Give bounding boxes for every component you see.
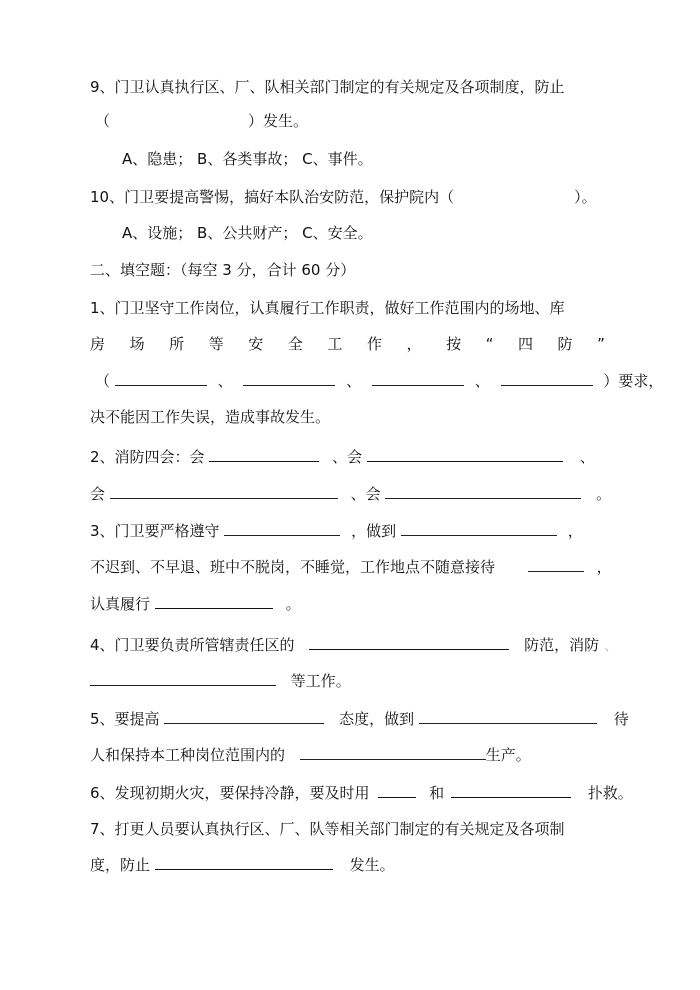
- f5-line1: [90, 708, 629, 730]
- f5-blank-1[interactable]: [164, 709, 324, 724]
- q9-open-paren: （: [95, 112, 111, 130]
- f3-text: ，: [567, 522, 583, 540]
- f2-line2: [90, 483, 611, 505]
- f3-text: 。: [285, 595, 301, 613]
- f1-char: 房: [90, 335, 106, 353]
- f1-char: 等: [208, 335, 224, 353]
- f4-line2: [90, 670, 351, 692]
- f1-close: ）要求，: [603, 372, 664, 390]
- f3-line1: [90, 520, 583, 542]
- f7-line2: [90, 854, 395, 876]
- f2-text: 、: [579, 448, 595, 466]
- f4-text: 等工作。: [290, 672, 351, 690]
- q10-text: 10、门卫要提高警惕，搞好本队治安防范，保护院内（: [90, 188, 455, 206]
- f6-text: 6、发现初期火灾，要保持冷静，要及时用: [90, 784, 370, 802]
- f4-text: 、: [603, 636, 619, 654]
- f1-char: 所: [169, 335, 185, 353]
- f1-blank-2[interactable]: [243, 371, 335, 386]
- f1-char: ，: [406, 335, 422, 353]
- f1-line3: [95, 370, 663, 392]
- f2-blank-2[interactable]: [367, 447, 563, 462]
- f1-char: 四: [517, 335, 533, 353]
- f6-line: [90, 782, 633, 804]
- f5-blank-2[interactable]: [419, 709, 597, 724]
- f1-char: 全: [287, 335, 303, 353]
- f1-char: 按: [446, 335, 462, 353]
- section2-heading: 二、填空题：（每空 3 分，合计 60 分）: [90, 261, 356, 279]
- f2-blank-4[interactable]: [385, 484, 581, 499]
- f5-text: 待: [613, 710, 629, 728]
- f3-blank-1[interactable]: [224, 521, 340, 536]
- f3-line2: [90, 556, 612, 578]
- f1-line4: 决不能因工作失误，造成事故发生。: [90, 408, 331, 426]
- q10-close-paren: ）。: [574, 188, 597, 206]
- f2-text: 。: [596, 485, 612, 503]
- f3-text: 认真履行: [90, 595, 151, 613]
- f4-text: 防范，消防: [524, 636, 600, 654]
- f5-text: 生产。: [485, 746, 531, 764]
- f1-blank-3[interactable]: [372, 371, 464, 386]
- f2-text: 、会: [332, 448, 363, 466]
- f3-text: 3、门卫要严格遵守: [90, 522, 220, 540]
- f6-text: 和: [429, 784, 445, 802]
- q9-blank-line: [95, 110, 308, 132]
- q9-close-paren: ）发生。: [248, 112, 309, 130]
- f1-blank-4[interactable]: [501, 371, 593, 386]
- f4-text: 4、门卫要负责所管辖责任区的: [90, 636, 295, 654]
- f4-line1: [90, 634, 619, 656]
- f7-text: 发生。: [349, 856, 395, 874]
- f6-text: 扑救。: [587, 784, 633, 802]
- f1-char: 场: [129, 335, 145, 353]
- f3-blank-4[interactable]: [155, 594, 273, 609]
- f2-text: 2、消防四会：会: [90, 448, 205, 466]
- f1-char: 防: [557, 335, 573, 353]
- f1-open-paren: （: [95, 372, 111, 390]
- f1-char: 作: [366, 335, 382, 353]
- f2-blank-1[interactable]: [209, 447, 319, 462]
- f7-line1: 7、打更人员要认真执行区、厂、队等相关部门制定的有关规定及各项制: [90, 820, 565, 838]
- f1-char: 工: [327, 335, 343, 353]
- f2-blank-3[interactable]: [110, 484, 338, 499]
- q10-options: A、设施； B、公共财产； C、安全。: [122, 224, 373, 242]
- f3-text: ，做到: [351, 522, 397, 540]
- f6-blank-1[interactable]: [378, 783, 416, 798]
- f5-line2: [90, 744, 531, 766]
- f4-blank-1[interactable]: [309, 635, 509, 650]
- f2-line1: [90, 446, 595, 468]
- f5-text: 5、要提高: [90, 710, 160, 728]
- f5-text: 态度，做到: [339, 710, 415, 728]
- f2-text: 、会: [350, 485, 381, 503]
- q10-line1: [90, 186, 597, 208]
- f4-blank-2[interactable]: [90, 671, 276, 686]
- f1-char: “: [485, 335, 494, 353]
- f5-text: 人和保持本工种岗位范围内的: [90, 746, 286, 764]
- q9-options: A、隐患； B、各类事故； C、事件。: [122, 150, 373, 168]
- f1-sep: 、: [474, 372, 490, 390]
- f1-char: ”: [597, 335, 605, 353]
- f7-text: 度，防止: [90, 856, 151, 874]
- f1-sep: 、: [217, 372, 233, 390]
- f6-blank-2[interactable]: [451, 783, 571, 798]
- f2-text: 会: [90, 485, 106, 503]
- f1-char: 安: [248, 335, 264, 353]
- f1-line2: [90, 333, 605, 355]
- f3-text: 不迟到、不早退、班中不脱岗，不睡觉，工作地点不随意接待: [90, 558, 496, 576]
- f3-line3: [90, 593, 301, 615]
- q9-line1: 9、门卫认真执行区、厂、队相关部门制定的有关规定及各项制度，防止: [90, 78, 565, 96]
- f3-text: ，: [596, 558, 612, 576]
- f5-blank-3[interactable]: [300, 745, 486, 760]
- f3-blank-3[interactable]: [528, 557, 584, 572]
- f1-blank-1[interactable]: [115, 371, 207, 386]
- f1-line1: 1、门卫坚守工作岗位，认真履行工作职责，做好工作范围内的场地、库: [90, 299, 565, 317]
- f3-blank-2[interactable]: [401, 521, 557, 536]
- f1-sep: 、: [346, 372, 362, 390]
- f7-blank-1[interactable]: [155, 855, 333, 870]
